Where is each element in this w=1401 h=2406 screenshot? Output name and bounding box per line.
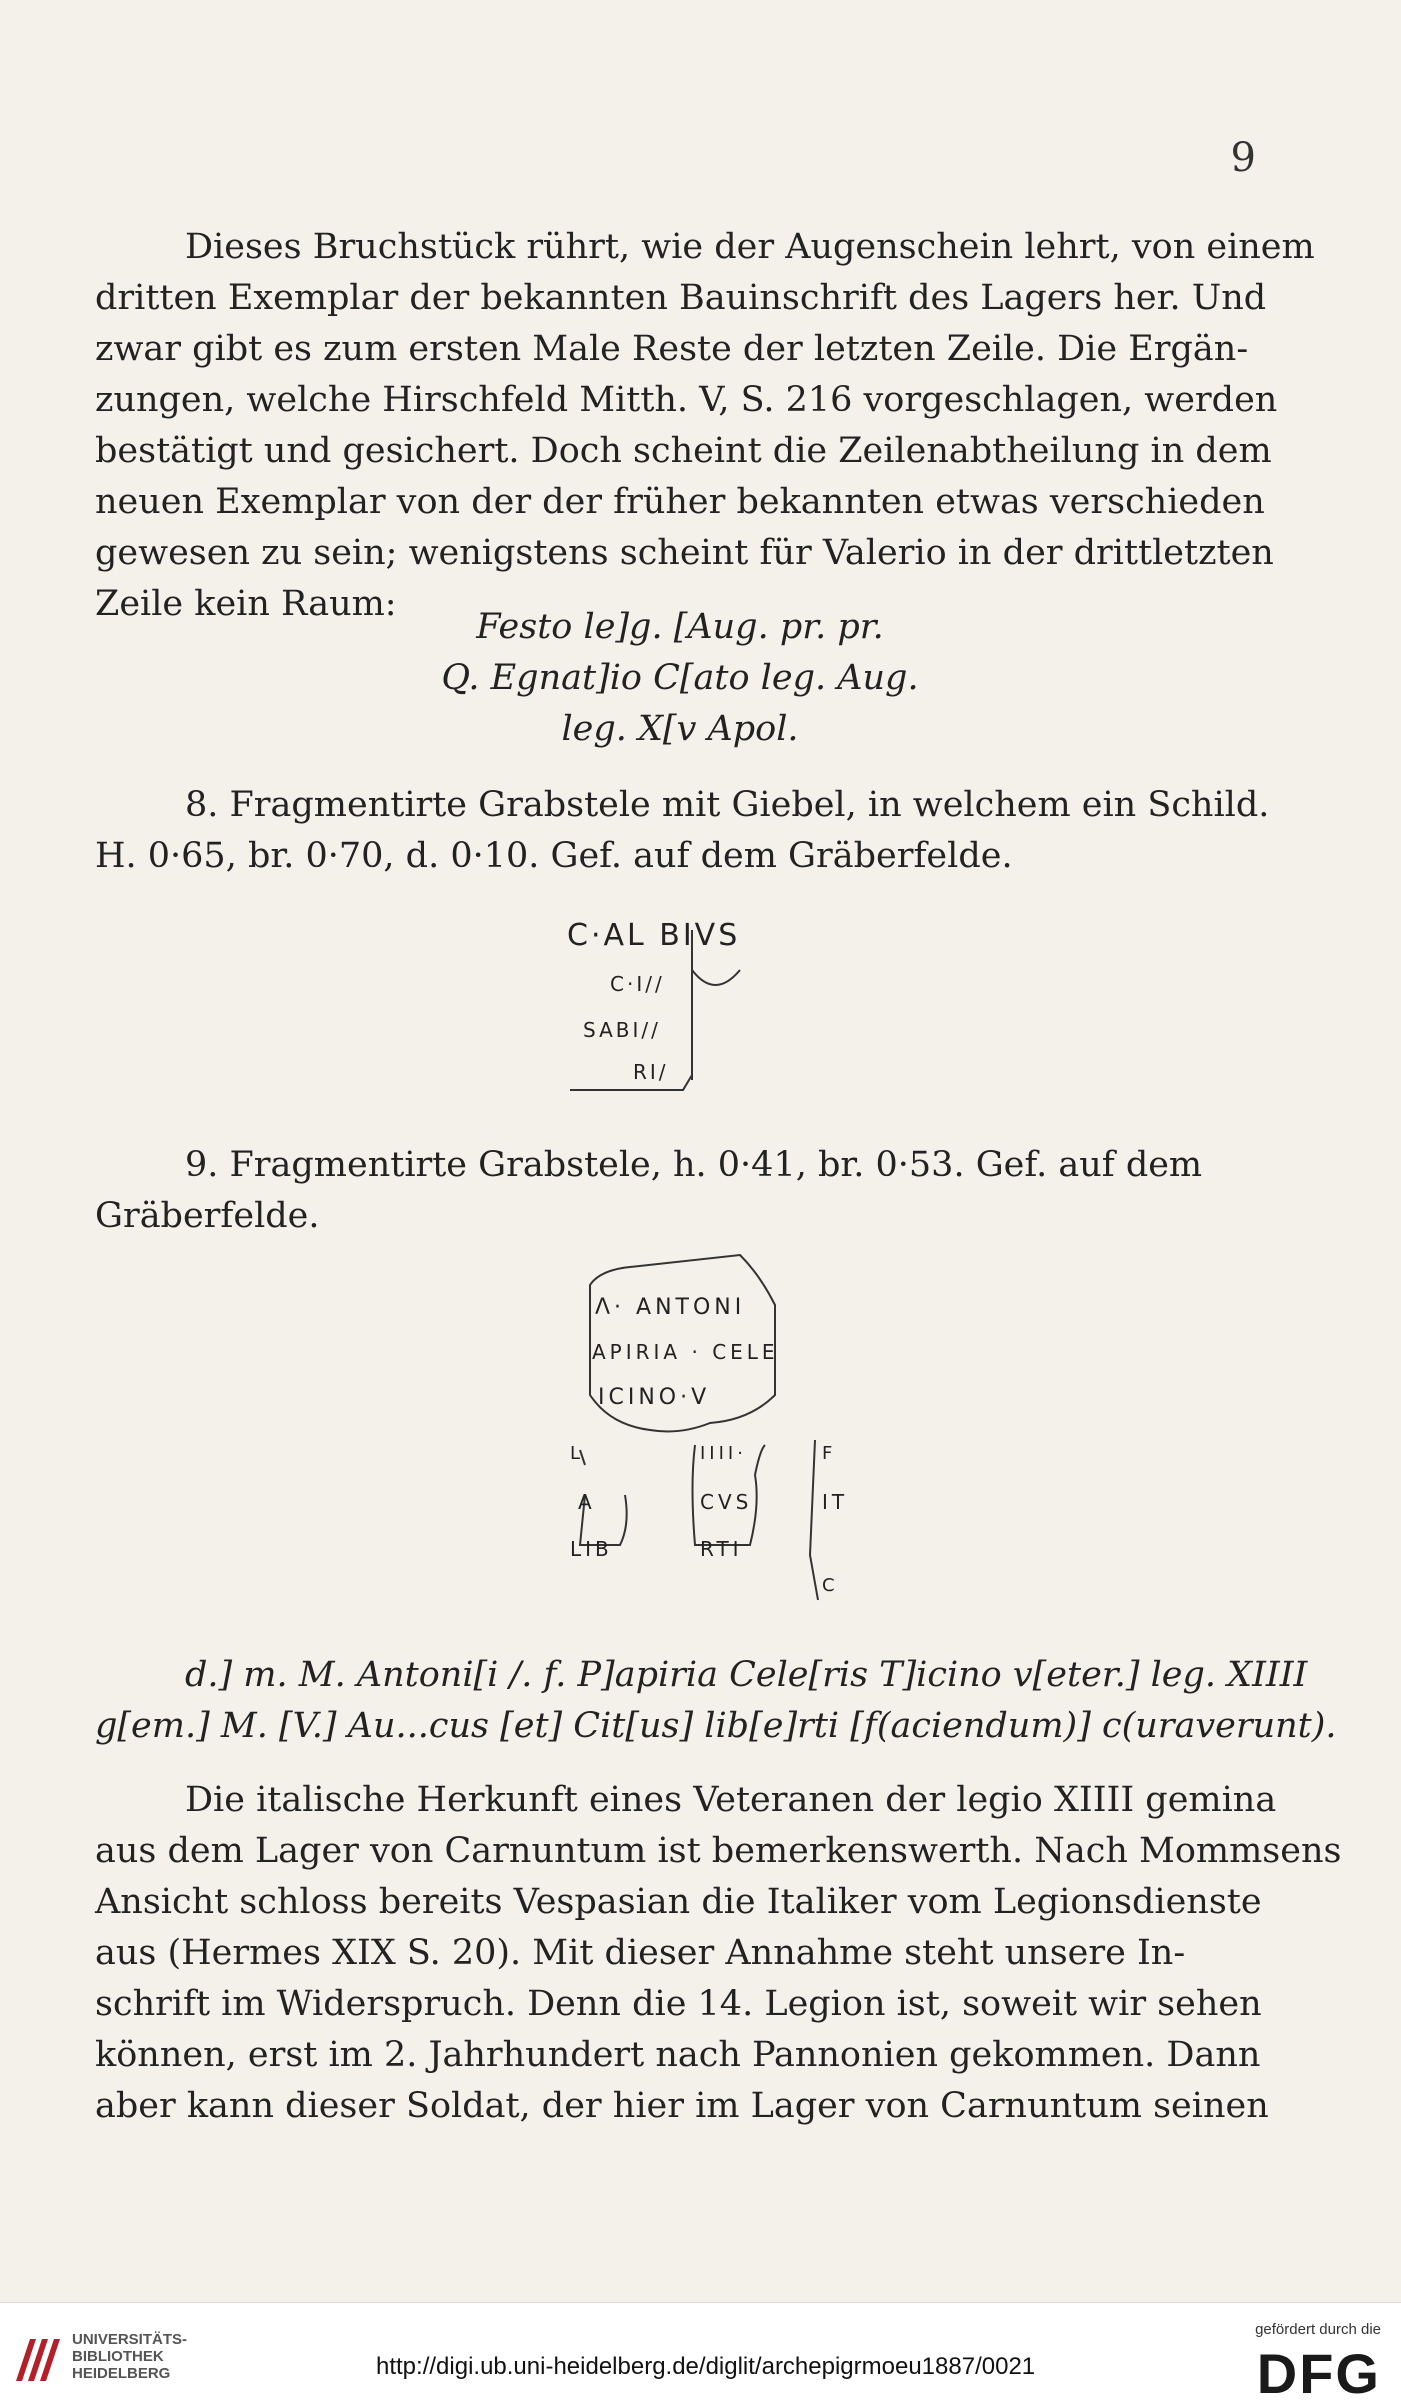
dfg-logo: DFG — [1256, 2342, 1381, 2405]
fragment-8-drawing — [555, 910, 815, 1100]
text-line: d.] m. M. Antoni[i /. f. P]apiria Cele[ris T]icino v[eter.] leg. XIIII — [185, 1655, 1308, 1695]
text-line: H. 0·65, br. 0·70, d. 0·10. Gef. auf dem Gräberfelde. — [95, 836, 1013, 876]
text-line: 8. Fragmentirte Grabstele mit Giebel, in welchem ein Schild. — [185, 785, 1270, 825]
paragraph-intro — [95, 222, 1315, 630]
inscription-restoration — [330, 602, 1030, 755]
digitization-footer — [0, 2302, 1401, 2406]
fragment-9-line-5a: A — [578, 1490, 596, 1514]
fragment-9-line-5b: CVS — [700, 1490, 753, 1514]
restoration-line: Festo le]g. [Aug. pr. pr. — [476, 607, 884, 647]
text-line: bestätigt und gesichert. Doch scheint die Zeilenabtheilung in dem — [95, 431, 1272, 471]
fragment-9-line-6b: RTI — [700, 1537, 743, 1561]
text-line: Dieses Bruchstück rührt, wie der Augenschein lehrt, von einem — [185, 227, 1315, 267]
fragment-9-line-4c: F — [822, 1443, 837, 1464]
text-line: können, erst im 2. Jahrhundert nach Pannonien gekommen. Dann — [95, 2035, 1261, 2075]
text-line: aber kann dieser Soldat, der hier im Lager von Carnuntum seinen — [95, 2086, 1269, 2126]
institution-name — [72, 2331, 187, 2382]
text-line: Ansicht schloss bereits Vespasian die Italiker vom Legionsdienste — [95, 1882, 1262, 1922]
text-line: 9. Fragmentirte Grabstele, h. 0·41, br. 0·53. Gef. auf dem — [185, 1145, 1203, 1185]
restoration-line: Q. Egnat]io C[ato leg. Aug. — [441, 658, 919, 698]
institution-line: UNIVERSITÄTS- — [72, 2331, 188, 2348]
catalog-item-9 — [95, 1140, 1257, 1242]
fragment-8-line-4: RI/ — [633, 1060, 669, 1084]
fragment-9-line-3: ICINO·V — [598, 1385, 711, 1410]
institution-line: BIBLIOTHEK — [72, 2348, 164, 2365]
fragment-9-line-5c: IT — [822, 1490, 849, 1514]
fragment-8-line-2: C·I// — [610, 972, 665, 996]
text-line: Gräberfelde. — [95, 1196, 320, 1236]
inscription-reading — [95, 1650, 1337, 1752]
fragment-9-line-4b: IIII· — [700, 1443, 747, 1464]
university-library-logo-icon — [12, 2331, 62, 2386]
page-number: 9 — [1230, 135, 1256, 181]
fragment-9-drawing — [560, 1245, 890, 1605]
text-line: aus (Hermes XIX S. 20). Mit dieser Annahme steht unsere In- — [95, 1933, 1186, 1973]
fragment-9-line-6a: LIB — [570, 1537, 613, 1561]
fragment-8-line-1: C·AL BIVS — [567, 918, 741, 953]
text-line: dritten Exemplar der bekannten Bauinschrift des Lagers her. Und — [95, 278, 1267, 318]
text-line: zungen, welche Hirschfeld Mitth. V, S. 216 vorgeschlagen, werden — [95, 380, 1278, 420]
text-line: g[em.] M. [V.] Au...cus [et] Cit[us] lib[e]rti [f(aciendum)] c(uraverunt). — [95, 1706, 1337, 1746]
text-line: neuen Exemplar von der der früher bekannten etwas verschieden — [95, 482, 1265, 522]
text-line: aus dem Lager von Carnuntum ist bemerkenswerth. Nach Mommsens — [95, 1831, 1342, 1871]
text-line: zwar gibt es zum ersten Male Reste der letzten Zeile. Die Ergän- — [95, 329, 1249, 369]
funded-by-label: gefördert durch die — [1255, 2321, 1381, 2338]
paragraph-commentary — [95, 1775, 1342, 2132]
fragment-8-line-3: SABI// — [583, 1018, 661, 1042]
text-line: Zeile kein Raum: — [95, 584, 397, 624]
fragment-9-line-4a: L — [570, 1443, 585, 1464]
text-line: schrift im Widerspruch. Denn die 14. Legion ist, soweit wir sehen — [95, 1984, 1262, 2024]
restoration-line: leg. X[v Apol. — [561, 709, 799, 749]
fragment-9-line-2: APIRIA · CELE — [592, 1340, 779, 1364]
permalink-url[interactable]: http://digi.ub.uni-heidelberg.de/diglit/archepigrmoeu1887/0021 — [376, 2353, 1036, 2380]
text-line: gewesen zu sein; wenigstens scheint für Valerio in der drittletzten — [95, 533, 1274, 573]
fragment-9-line-1: Λ· ANTONI — [595, 1295, 746, 1320]
text-line: Die italische Herkunft eines Veteranen der legio XIIII gemina — [185, 1780, 1277, 1820]
institution-line: HEIDELBERG — [72, 2365, 171, 2382]
fragment-9-line-7: C — [822, 1575, 839, 1596]
catalog-item-8 — [95, 780, 1270, 882]
